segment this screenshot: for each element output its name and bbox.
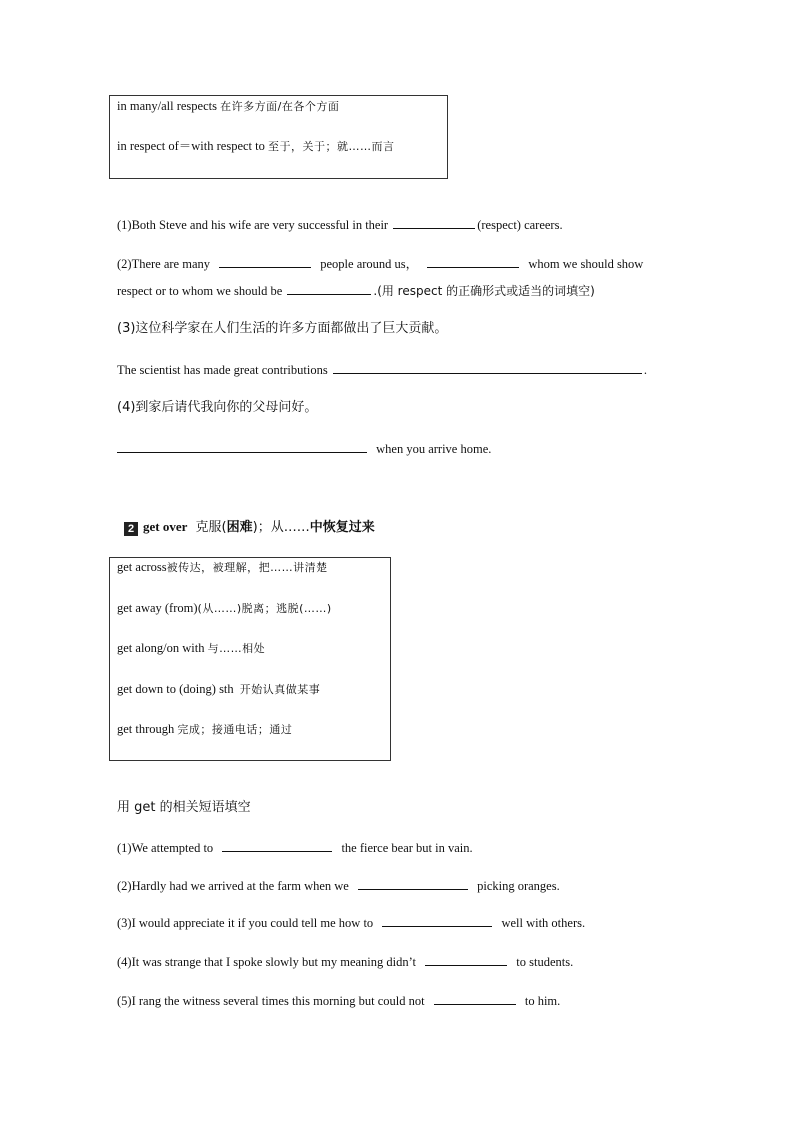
question-text: people around us， (320, 257, 419, 271)
phrase-en: in many/all respects (117, 99, 217, 113)
answer-blank[interactable] (358, 877, 468, 890)
question-text: the fierce bear but in vain. (341, 841, 473, 855)
get-phrase-item (117, 681, 320, 698)
answer-blank[interactable] (425, 953, 507, 966)
key-phrase: get over (143, 519, 188, 534)
exercise-2-question-3 (117, 914, 585, 931)
question-text: (respect) careers. (477, 218, 563, 232)
section-number-badge: 2 (124, 522, 138, 536)
phrase-en: get down to (doing) sth (117, 682, 234, 696)
question-text: (2)There are many (117, 257, 210, 271)
exercise-2-question-1 (117, 839, 473, 856)
get-phrase-item (117, 600, 332, 617)
get-phrase-item (117, 559, 328, 576)
question-text: (3)I would appreciate it if you could tell me how to (117, 916, 374, 930)
question-text: (4)It was strange that I spoke slowly but my meaning didn’t (117, 955, 417, 969)
exercise-2-question-4 (117, 953, 573, 970)
phrase-zh: 至于，关于；就……而言 (268, 140, 395, 153)
answer-blank[interactable] (434, 992, 516, 1005)
question-text: to him. (524, 994, 561, 1008)
section-2-heading (124, 516, 375, 536)
answer-blank[interactable] (287, 282, 371, 295)
question-text: respect or to whom we should be (117, 284, 283, 298)
exercise-2-instruction: 用 get 的相关短语填空 (117, 800, 251, 815)
answer-blank[interactable] (117, 440, 367, 453)
question-text: whom we should show (528, 257, 644, 271)
answer-blank[interactable] (427, 255, 519, 268)
meaning-text: 中恢复过来 (309, 520, 375, 535)
question-text: . (643, 363, 647, 377)
phrase-zh: 与……相处 (207, 642, 266, 655)
exercise-1-question-2 (117, 255, 643, 272)
answer-blank[interactable] (393, 216, 475, 229)
phrase-en: get away (from) (117, 601, 198, 615)
phrase-en: get through (117, 722, 175, 736)
get-phrase-item (117, 640, 265, 657)
question-text: (1)Both Steve and his wife are very successful in their (117, 218, 389, 232)
exercise-1-question-1 (117, 216, 563, 233)
question-text: The scientist has made great contributions (117, 363, 328, 377)
exercise-1-question-4-zh: (4)到家后请代我向你的父母问好。 (117, 400, 318, 415)
phrase-zh: 开始认真做某事 (239, 683, 321, 696)
meaning-text: 困难 (226, 520, 253, 535)
answer-blank[interactable] (333, 361, 642, 374)
meaning-text: 克服( (195, 520, 227, 535)
question-text: (1)We attempted to (117, 841, 214, 855)
phrase-zh: 被传达，被理解，把……讲清楚 (166, 561, 328, 574)
phrase-in-respect-of (117, 138, 395, 155)
exercise-1-question-2-cont (117, 282, 595, 299)
instruction-text: .(用 respect 的正确形式或适当的词填空) (373, 284, 595, 298)
get-phrase-item (117, 721, 292, 738)
question-text: well with others. (501, 916, 586, 930)
phrase-in-many-respects (117, 98, 339, 115)
phrase-en: get across (117, 560, 167, 574)
answer-blank[interactable] (382, 914, 492, 927)
phrase-zh: 在许多方面/在各个方面 (220, 100, 340, 113)
exercise-2-question-5 (117, 992, 560, 1009)
question-text: when you arrive home. (376, 442, 492, 456)
meaning-text: )；从…… (252, 520, 310, 535)
question-text: (2)Hardly had we arrived at the farm when we (117, 879, 349, 893)
question-text: (5)I rang the witness several times this morning but could not (117, 994, 425, 1008)
phrase-zh: 完成；接通电话；通过 (177, 723, 293, 736)
question-text: to students. (516, 955, 574, 969)
phrase-zh: (从……)脱离；逃脱(……) (197, 602, 332, 615)
exercise-1-question-4-en (117, 440, 491, 457)
exercise-2-question-2 (117, 877, 560, 894)
phrase-en: in respect of＝with respect to (117, 139, 265, 153)
answer-blank[interactable] (219, 255, 311, 268)
exercise-1-question-3-zh: (3)这位科学家在人们生活的许多方面都做出了巨大贡献。 (117, 321, 448, 336)
phrase-en: get along/on with (117, 641, 205, 655)
question-text: picking oranges. (477, 879, 560, 893)
exercise-1-question-3-en (117, 361, 647, 378)
answer-blank[interactable] (222, 839, 332, 852)
